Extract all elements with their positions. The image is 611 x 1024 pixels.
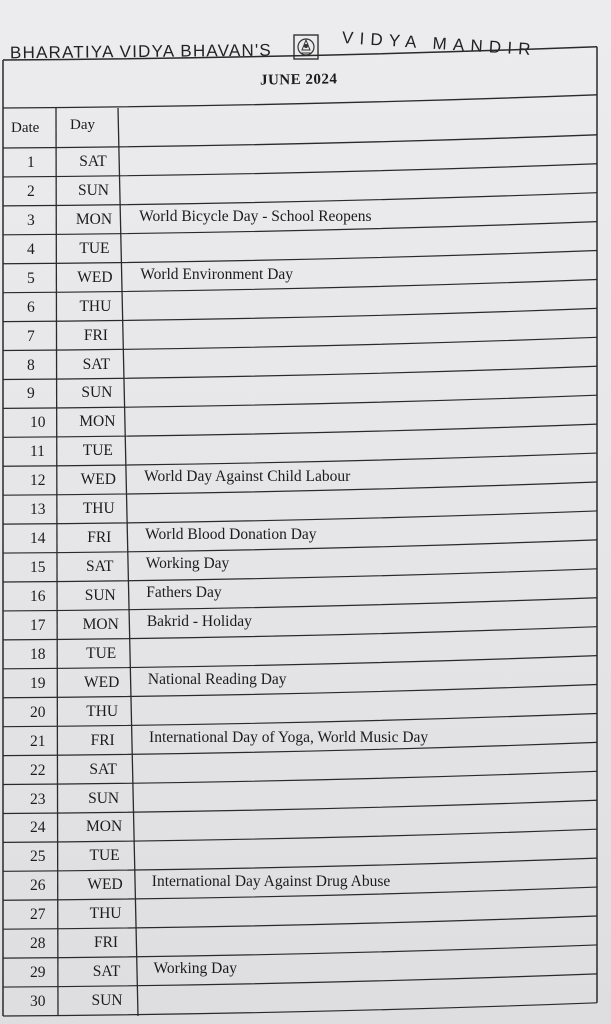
event-cell: Fathers Day <box>146 584 222 601</box>
date-cell: 9 <box>27 385 35 403</box>
date-cell: 21 <box>30 732 46 750</box>
date-cell: 30 <box>30 993 46 1011</box>
day-cell: TUE <box>86 644 117 662</box>
day-cell: WED <box>77 268 113 286</box>
day-cell: THU <box>82 500 115 518</box>
date-cell: 12 <box>30 472 46 490</box>
day-cell: TUE <box>89 847 120 865</box>
date-cell: 5 <box>27 269 35 287</box>
day-cell: THU <box>86 702 119 720</box>
day-cell: SAT <box>85 558 114 576</box>
day-cell: SUN <box>77 181 109 199</box>
month-title: JUNE 2024 <box>259 71 338 89</box>
day-cell: SUN <box>88 789 120 807</box>
date-cell: 16 <box>30 588 46 605</box>
day-cell: SAT <box>82 355 111 373</box>
event-cell: Working Day <box>153 960 237 978</box>
day-cell: MON <box>82 615 119 633</box>
event-cell: International Day of Yoga, World Music Day <box>149 728 429 746</box>
date-cell: 22 <box>30 761 46 779</box>
date-cell: 28 <box>30 935 46 953</box>
date-cell: 23 <box>30 790 46 808</box>
date-cell: 25 <box>30 848 46 866</box>
day-cell: THU <box>89 905 122 923</box>
date-cell: 4 <box>27 240 35 258</box>
event-cell: World Blood Donation Day <box>145 526 317 544</box>
date-cell: 11 <box>30 443 45 461</box>
event-cell: National Reading Day <box>147 670 287 688</box>
date-cell: 13 <box>30 501 46 519</box>
day-cell: MON <box>79 413 116 431</box>
date-cell: 8 <box>27 356 35 374</box>
date-cell: 6 <box>27 298 35 316</box>
date-cell: 27 <box>30 906 46 924</box>
date-cell: 15 <box>30 559 46 577</box>
school-name: BHARATIYA VIDYA BHAVAN'S <box>9 40 273 63</box>
day-cell: SAT <box>92 963 121 981</box>
day-cell: TUE <box>82 442 113 460</box>
day-cell: SUN <box>91 992 123 1010</box>
day-cell: MON <box>86 818 123 836</box>
day-cell: MON <box>75 210 113 228</box>
event-cell: International Day Against Drug Abuse <box>151 873 391 891</box>
date-cell: 20 <box>30 703 46 721</box>
date-cell: 18 <box>30 645 46 663</box>
day-cell: FRI <box>87 529 112 547</box>
day-cell: WED <box>80 471 116 489</box>
date-cell: 24 <box>30 819 46 837</box>
column-header-date: Date <box>11 120 40 136</box>
event-cell: Working Day <box>145 555 230 573</box>
day-cell: FRI <box>90 731 115 749</box>
day-cell: SUN <box>84 587 116 604</box>
event-cell: World Environment Day <box>140 265 294 283</box>
day-cell: SUN <box>81 384 113 402</box>
date-cell: 10 <box>30 414 46 432</box>
event-cell: Bakrid - Holiday <box>146 612 252 630</box>
date-cell: 29 <box>30 964 46 982</box>
column-header-day: Day <box>70 117 95 133</box>
date-cell: 26 <box>30 877 46 895</box>
day-cell: FRI <box>93 934 119 952</box>
event-cell: World Day Against Child Labour <box>144 468 351 486</box>
day-cell: FRI <box>83 326 108 344</box>
date-cell: 1 <box>27 154 35 171</box>
date-cell: 2 <box>27 182 35 200</box>
date-cell: 19 <box>30 674 46 692</box>
date-cell: 14 <box>30 530 46 548</box>
event-cell: World Bicycle Day - School Reopens <box>139 207 372 225</box>
day-cell: WED <box>87 876 123 894</box>
day-cell: WED <box>84 673 120 691</box>
day-cell: SAT <box>79 153 107 170</box>
date-cell: 17 <box>30 616 46 634</box>
date-cell: 7 <box>27 327 35 345</box>
day-cell: THU <box>79 297 112 315</box>
date-cell: 3 <box>27 211 35 229</box>
day-cell: TUE <box>79 239 110 257</box>
day-cell: SAT <box>89 760 117 778</box>
school-subtitle: VIDYA MANDIR <box>341 28 538 60</box>
